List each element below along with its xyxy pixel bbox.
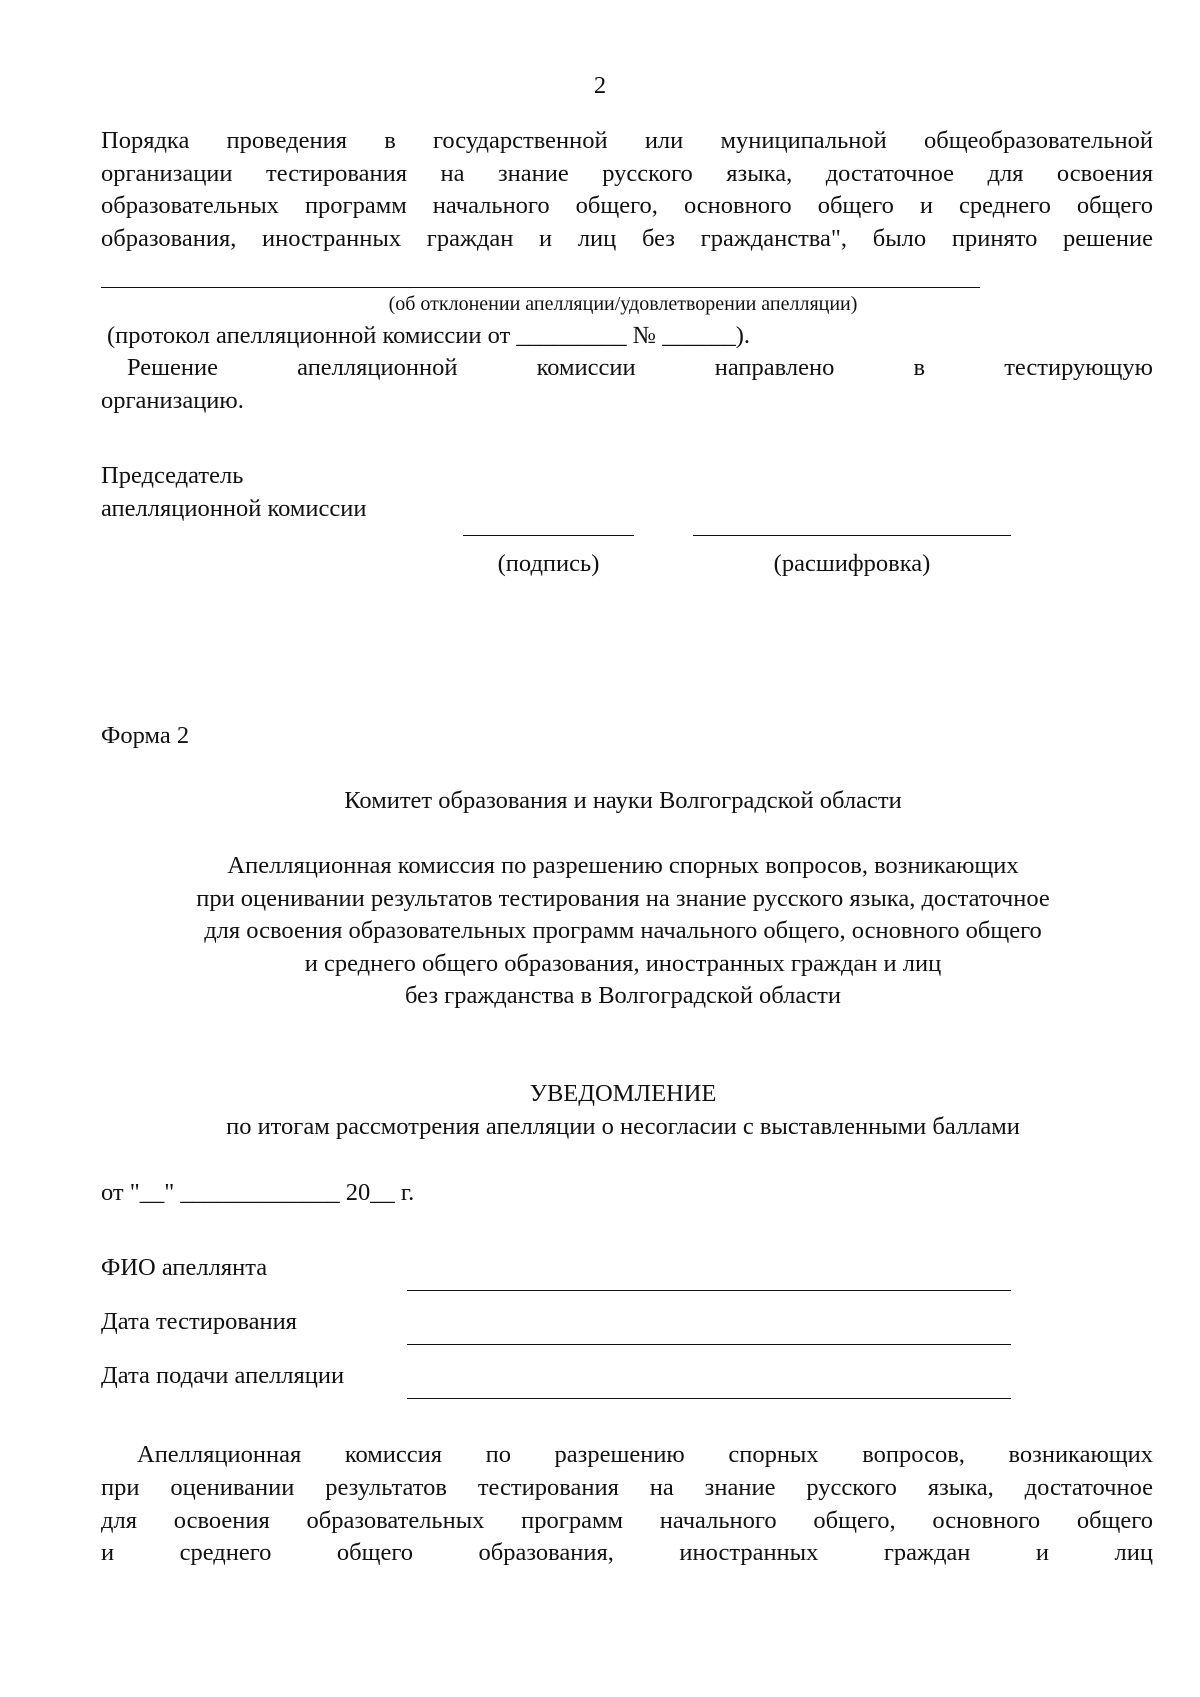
commission-header (0, 850, 1200, 1013)
sent-word: Решение (127, 354, 219, 381)
intro-line: образовательных программ начального общего, основного общего и среднего общего (101, 192, 1153, 219)
appeal-date-label: Дата подачи апелляции (101, 1362, 345, 1389)
protocol-date-blank: _________ (516, 322, 627, 349)
closing-line: для освоения образовательных программ начального общего, основного общего (101, 1506, 1153, 1534)
sent-word: комиссии (536, 354, 636, 381)
committee-name: Комитет образования и науки Волгоградской области (344, 787, 902, 814)
commission-header-line: и среднего общего образования, иностранных граждан и лиц (304, 949, 942, 977)
intro-line: организации тестирования на знание русского языка, достаточное для освоения (101, 159, 1153, 187)
closing-paragraph (101, 1472, 1153, 1537)
closing-word: вопросов, (862, 1441, 965, 1468)
closing-first-line (137, 1439, 1153, 1472)
closing-word: спорных (728, 1441, 819, 1468)
protocol-prefix: (протокол апелляционной комиссии от (107, 322, 511, 349)
closing-word: и (1035, 1539, 1050, 1566)
closing-word: лиц (1114, 1539, 1153, 1566)
decision-caption: (об отклонении апелляции/удовлетворении апелляции) (388, 293, 858, 315)
closing-word: Апелляционная (137, 1441, 302, 1468)
intro-line: Порядка проведения в государственной или муниципальной общеобразовательной (101, 127, 1153, 154)
chairman-role-line2: апелляционной комиссии (101, 495, 367, 522)
committee-title (0, 785, 1200, 818)
closing-word: образования, (478, 1539, 614, 1566)
decision-blank-line (101, 287, 980, 288)
appeal-date-field[interactable] (407, 1398, 1011, 1399)
signature-blank-line (463, 535, 634, 536)
closing-word: граждан (883, 1539, 971, 1566)
notice-heading (0, 1078, 1200, 1143)
closing-line: при оценивании результатов тестирования на знание русского языка, достаточное (101, 1474, 1153, 1501)
closing-last-line (101, 1537, 1153, 1570)
intro-paragraph (101, 125, 1153, 255)
closing-word: общего (336, 1539, 414, 1566)
decoding-caption: (расшифровка) (773, 550, 931, 577)
decision-sent-line (127, 352, 1153, 385)
sent-word: направлено (714, 354, 835, 381)
commission-header-line: без гражданства в Волгоградской области (405, 982, 841, 1009)
closing-word: по (485, 1441, 511, 1468)
sent-continuation: организацию. (101, 387, 244, 414)
closing-word: среднего (179, 1539, 272, 1566)
closing-word: иностранных (679, 1539, 819, 1566)
closing-word: разрешению (554, 1441, 685, 1468)
closing-word: возникающих (1008, 1441, 1153, 1468)
notice-date-line: от "__" _____________ 20__ г. (101, 1179, 415, 1206)
signature-caption: (подпись) (497, 550, 600, 577)
intro-line: образования, иностранных граждан и лиц без гражданства", было принято решение (101, 224, 1153, 252)
notice-title: УВЕДОМЛЕНИЕ (529, 1080, 717, 1107)
commission-header-line: Апелляционная комиссия по разрешению спорных вопросов, возникающих (227, 852, 1019, 879)
closing-word: комиссия (344, 1441, 443, 1468)
chairman-role-line1: Председатель (101, 462, 244, 489)
number-sign: № (632, 322, 657, 349)
decoding-blank-line (693, 535, 1011, 536)
commission-header-line: для освоения образовательных программ начального общего, основного общего (204, 917, 1042, 944)
notice-subtitle: по итогам рассмотрения апелляции о несогласии с выставленными баллами (226, 1112, 1020, 1140)
appellant-name-field[interactable] (407, 1290, 1011, 1291)
protocol-number-blank: ______ (662, 322, 736, 349)
commission-header-line: при оценивании результатов тестирования на знание русского языка, достаточное (196, 884, 1050, 912)
testing-date-field[interactable] (407, 1344, 1011, 1345)
testing-date-label: Дата тестирования (101, 1308, 297, 1335)
page-number: 2 (593, 72, 607, 99)
sent-word: тестирующую (1004, 354, 1153, 381)
form-label: Форма 2 (101, 722, 190, 749)
protocol-line (107, 320, 750, 353)
sent-word: апелляционной (297, 354, 458, 381)
protocol-suffix: ). (735, 322, 751, 349)
appellant-name-label: ФИО апеллянта (101, 1254, 268, 1281)
closing-word: и (101, 1539, 115, 1566)
sent-word: в (913, 354, 926, 381)
